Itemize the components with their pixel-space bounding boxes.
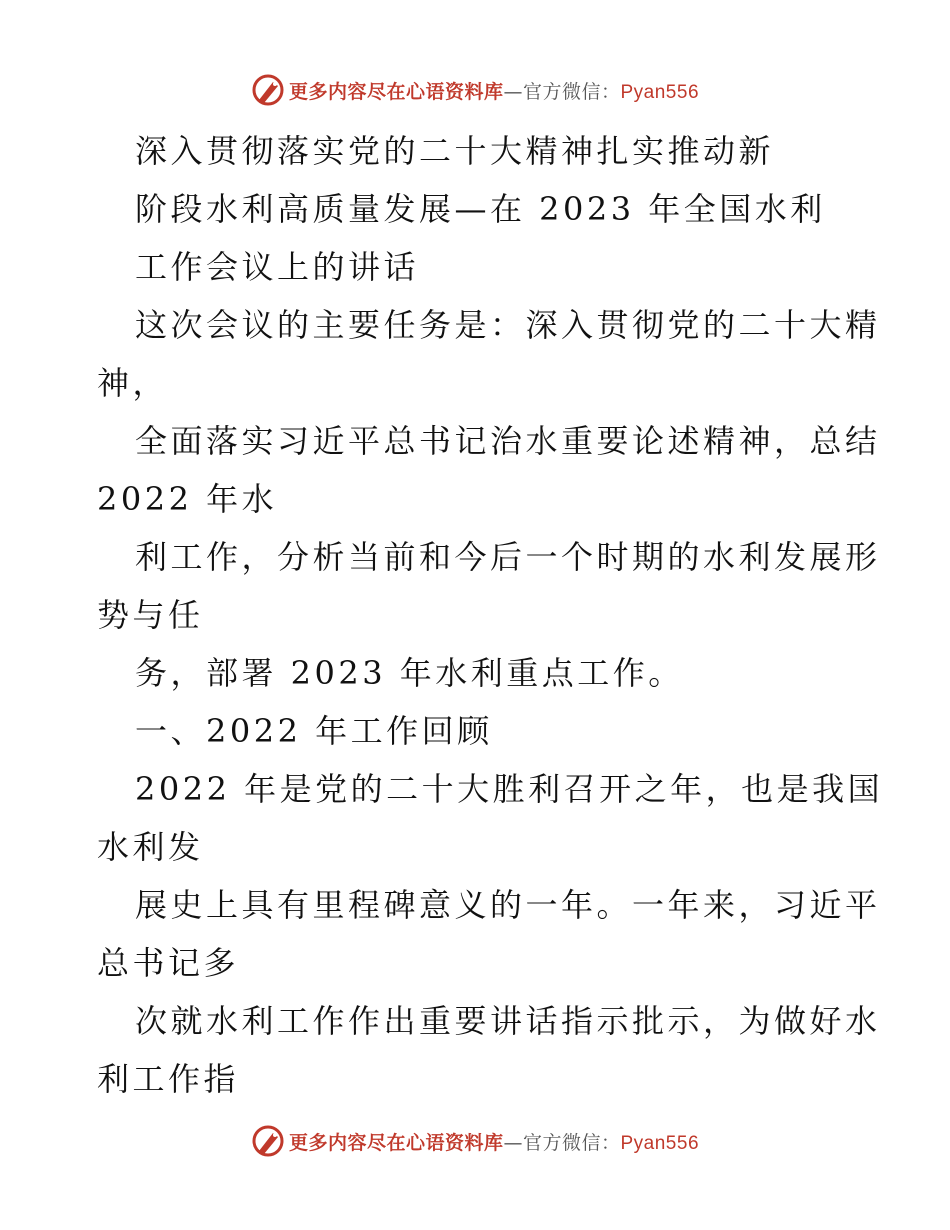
text-line: 势与任 — [97, 596, 204, 634]
text-line: 一、2022 年工作回顾 — [135, 712, 493, 750]
text-line: 展史上具有里程碑意义的一年。一年来，习近平 — [135, 886, 881, 924]
text-line: 利工作，分析当前和今后一个时期的水利发展形 — [135, 538, 881, 576]
text-line: 次就水利工作作出重要讲话指示批示，为做好水 — [135, 1002, 881, 1040]
watermark-text: 更多内容尽在心语资料库—官方微信：Pyan556 — [288, 80, 700, 103]
text-line: 总书记多 — [97, 944, 240, 982]
document-body — [97, 122, 884, 1108]
text-line: 2022 年水 — [97, 480, 278, 518]
text-line: 神， — [97, 364, 169, 402]
text-line: 工作会议上的讲话 — [135, 248, 420, 286]
text-line: 这次会议的主要任务是：深入贯彻党的二十大精 — [135, 306, 881, 344]
watermark-text: 更多内容尽在心语资料库—官方微信：Pyan556 — [288, 1131, 700, 1154]
pen-logo-icon — [251, 1124, 285, 1158]
text-line: 全面落实习近平总书记治水重要论述精神，总结 — [135, 422, 881, 460]
text-line: 利工作指 — [97, 1060, 240, 1098]
text-line: 2022 年是党的二十大胜利召开之年，也是我国 — [135, 770, 884, 808]
pen-logo-icon — [251, 73, 285, 107]
text-line: 深入贯彻落实党的二十大精神扎实推动新 — [135, 132, 775, 170]
text-line: 阶段水利高质量发展—在 2023 年全国水利 — [135, 190, 826, 228]
footer-watermark — [0, 1121, 950, 1161]
text-line: 水利发 — [97, 828, 204, 866]
text-line: 务，部署 2023 年水利重点工作。 — [135, 654, 684, 692]
header-watermark — [0, 70, 950, 110]
